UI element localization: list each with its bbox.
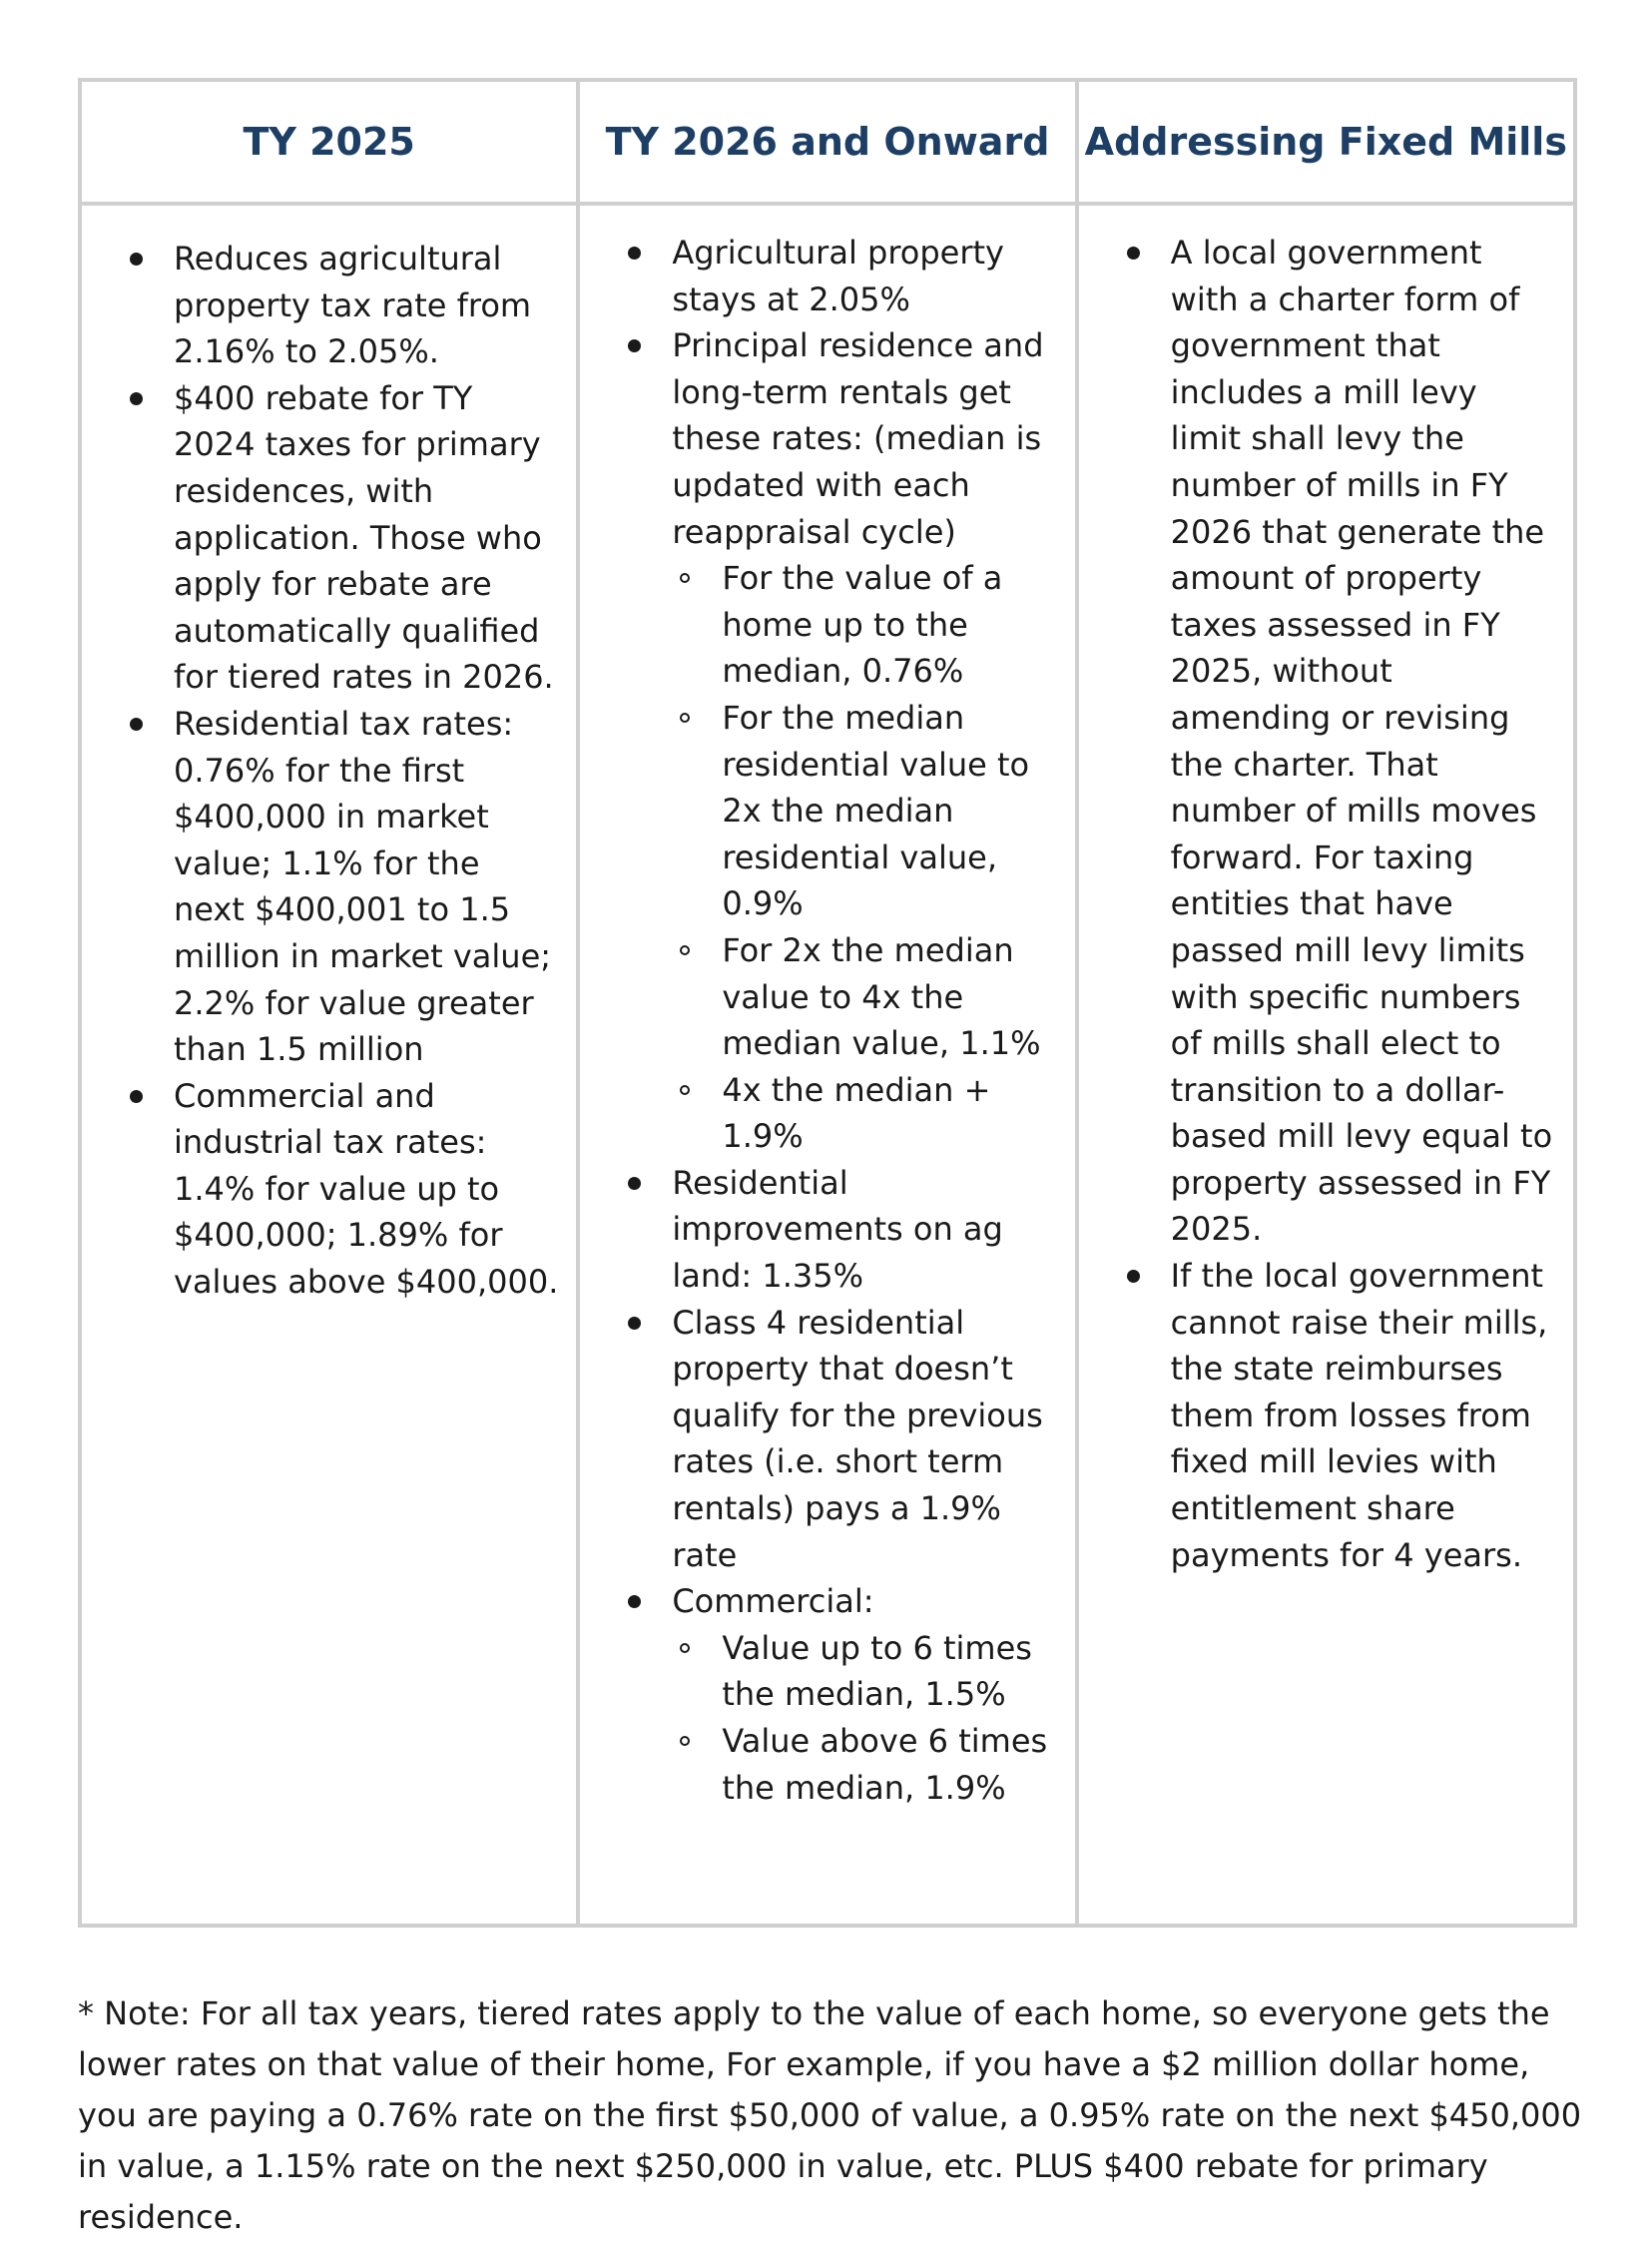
property-tax-table [78, 78, 1577, 1928]
header-addressing-fixed-mills: Addressing Fixed Mills [1075, 82, 1573, 202]
commercial-sublist [672, 1625, 1058, 1811]
list-item: Commercial and industrial tax rates: 1.4% for value up to $400,000; 1.89% for values above $400,000. [122, 1073, 560, 1306]
list-item-text: Class 4 residential property that doesn’t qualify for the previous rates (i.e. short term rentals) pays a 1.9% rate [672, 1303, 1043, 1574]
sublist-item: Value above 6 times the median, 1.9% [672, 1718, 1058, 1811]
list-item-text: Principal residence and long-term rentals get these rates: (median is updated with each reappraisal cycle) [672, 326, 1044, 551]
fixed-mills-list [1119, 230, 1557, 1578]
table-body-row [82, 206, 1573, 1924]
list-item: $400 rebate for TY 2024 taxes for primary residences, with application. Those who apply for rebate are automatically qualified for tiered rates in 2026. [122, 375, 560, 701]
list-item-text: Agricultural property stays at 2.05% [672, 234, 1004, 318]
footnote: * Note: For all tax years, tiered rates apply to the value of each home, so everyone gets the lower rates on that value of their home, For example, if you have a $2 million dollar home, you are paying a 0.76% rate on the first $50,000 of value, a 0.95% rate on the next $450,000 in value, a 1.15% rate on the next $250,000 in value, etc. PLUS $400 rebate for primary residence. [78, 1994, 1582, 2236]
residential-tier-sublist [672, 555, 1058, 1160]
sublist-item: For 2x the median value to 4x the median value, 1.1% [672, 927, 1058, 1067]
list-item-text: Residential improvements on ag land: 1.35% [672, 1163, 1003, 1296]
list-item [620, 322, 1058, 1160]
sublist-item: For the value of a home up to the median, 0.76% [672, 555, 1058, 695]
header-ty-2026-onward: TY 2026 and Onward [576, 82, 1074, 202]
column-addressing-fixed-mills [1075, 206, 1573, 1924]
table-header-row [82, 82, 1573, 206]
list-item: If the local government cannot raise their mills, the state reimburses them from losses from fixed mill levies with entitlement share payments for 4 years. [1119, 1253, 1557, 1578]
sublist-item: Value up to 6 times the median, 1.5% [672, 1625, 1058, 1718]
list-item [620, 230, 1058, 322]
list-item [620, 1578, 1058, 1811]
list-item: A local government with a charter form of government that includes a mill levy limit shall levy the number of mills in FY 2026 that generate the amount of property taxes assessed in FY 2025, without amending or revising the charter. That number of mills moves forward. For taxing entities that have passed mill levy limits with specific numbers of mills shall elect to transition to a dollar-based mill levy equal to property assessed in FY 2025. [1119, 230, 1557, 1253]
list-item [620, 1300, 1058, 1579]
list-item [620, 1160, 1058, 1300]
ty-2025-list [122, 236, 560, 1306]
list-item-text: Commercial: [672, 1582, 874, 1621]
sublist-item: 4x the median + 1.9% [672, 1067, 1058, 1160]
list-item: Reduces agricultural property tax rate from 2.16% to 2.05%. [122, 236, 560, 375]
header-ty-2025: TY 2025 [243, 120, 415, 164]
column-ty-2026-onward [576, 206, 1074, 1924]
ty-2026-list [620, 230, 1058, 1811]
column-ty-2025 [82, 206, 576, 1924]
sublist-item: For the median residential value to 2x the median residential value, 0.9% [672, 695, 1058, 927]
list-item: Residential tax rates: 0.76% for the first $400,000 in market value; 1.1% for the next $400,001 to 1.5 million in market value; 2.2% for value greater than 1.5 million [122, 701, 560, 1073]
